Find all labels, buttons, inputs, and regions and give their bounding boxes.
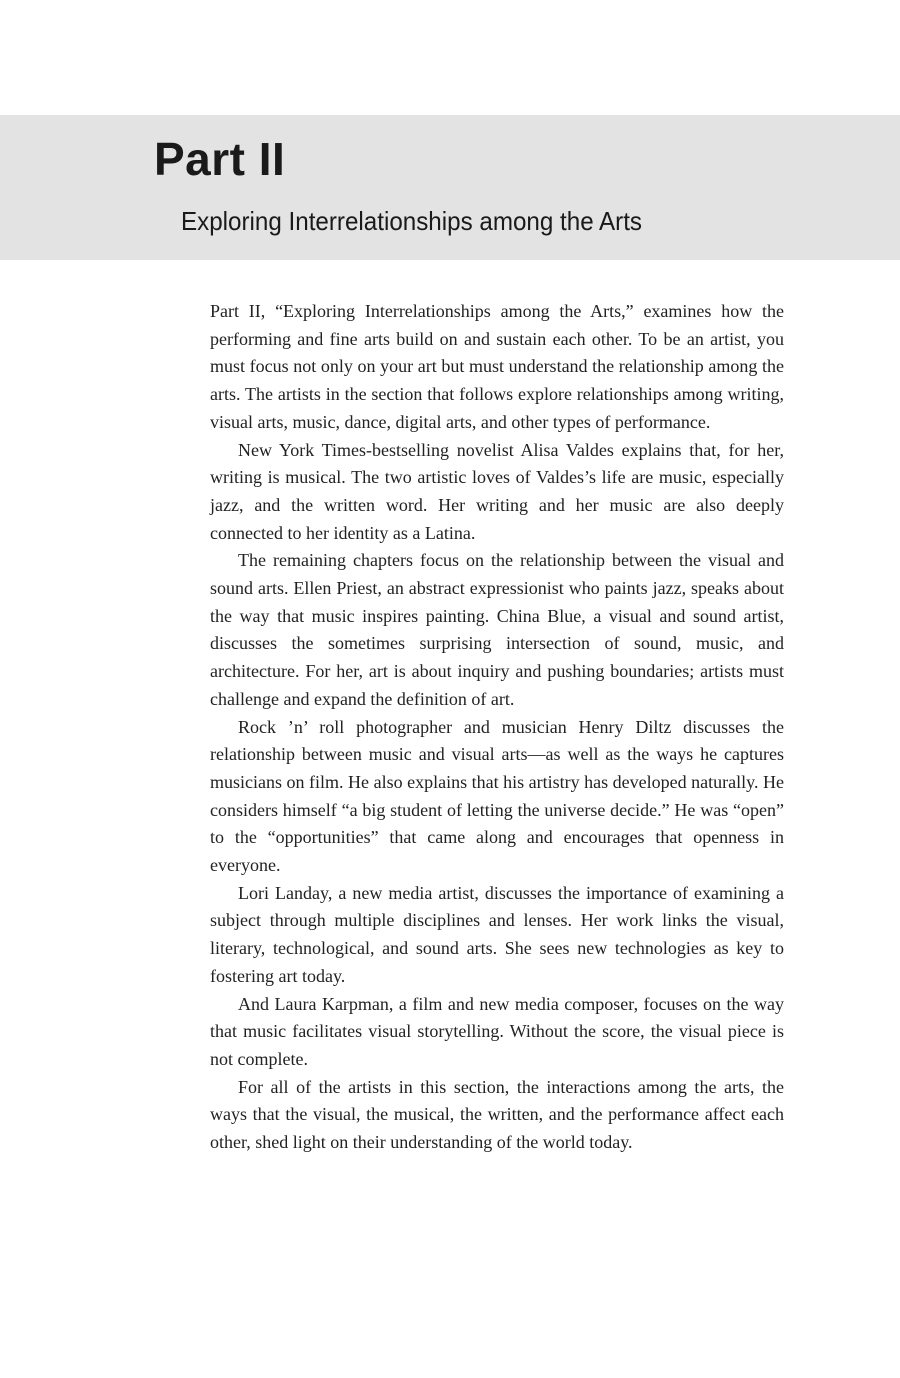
paragraph: Rock ’n’ roll photographer and musician Henry Diltz discusses the relationship between music and visual arts—as well as the ways he captures musicians on film. He also explains that his artistry has developed naturally. He considers himself “a big student of letting the universe decide.” He was “open” to the “opportunities” that came along and encourages that openness in everyone.: [210, 716, 784, 876]
paragraph: The remaining chapters focus on the relationship between the visual and sound arts. Ellen Priest, an abstract expressionist who paints jazz, speaks about the way that music inspires painting. China Blue, a visual and sound artist, discusses the sometimes surprising intersection of sound, music, and architecture. For her, art is about inquiry and pushing boundaries; artists must challenge and expand the definition of art.: [210, 550, 784, 709]
paragraph: Part II, “Exploring Interrelationships among the Arts,” examines how the performing and fine arts build on and sustain each other. To be an artist, you must focus not only on your art but must understand the relationship among the arts. The artists in the section that follows explore relationships among writing, visual arts, music, dance, digital arts, and other types of performance.: [210, 301, 784, 432]
body-text: [210, 298, 784, 1157]
paragraph: Lori Landay, a new media artist, discusses the importance of examining a subject through multiple disciplines and lenses. Her work links the visual, literary, technological, and sound arts. She sees new technologies as key to fostering art today.: [210, 882, 784, 986]
part-subtitle: Exploring Interrelationships among the Arts: [181, 206, 643, 236]
paragraph: New York Times-bestselling novelist Alisa Valdes explains that, for her, writing is musical. The two artistic loves of Valdes’s life are music, especially jazz, and the written word. Her writing and her music are also deeply connected to her identity as a Latina.: [210, 439, 784, 543]
part-title: Part II: [154, 133, 286, 185]
paragraph: For all of the artists in this section, the interactions among the arts, the ways that the visual, the musical, the written, and the performance affect each other, shed light on their understanding of the world today.: [210, 1076, 784, 1153]
paragraph: And Laura Karpman, a film and new media composer, focuses on the way that music facilitates visual storytelling. Without the score, the visual piece is not complete.: [210, 993, 784, 1069]
